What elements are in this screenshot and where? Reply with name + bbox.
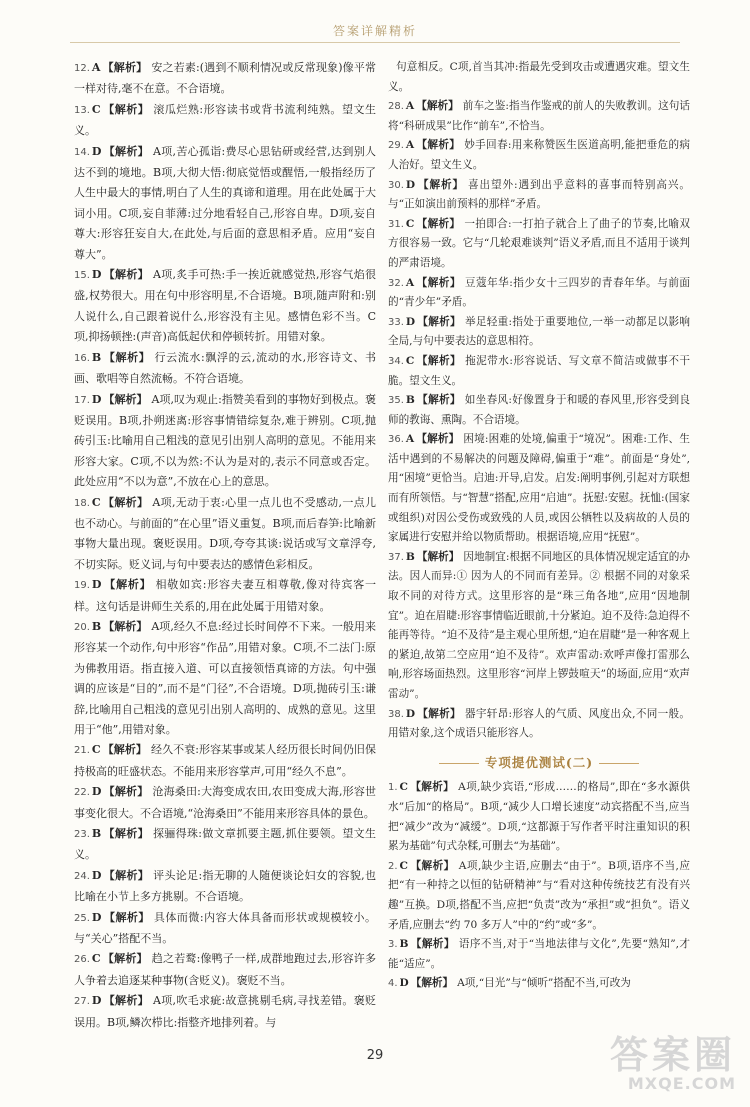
analysis-text: 拖泥带水:形容说话、写文章不简洁或做事不干脆。望文生义。	[388, 354, 690, 387]
answer-letter: D	[91, 910, 102, 924]
question-number: 2.	[388, 860, 398, 872]
answer-letter: A	[91, 61, 101, 74]
analysis-text: 滚瓜烂熟:形容读书或背书流利纯熟。望文生义。	[74, 102, 376, 138]
answer-entry	[388, 313, 690, 352]
analysis-text: 困境:困难的处境,偏重于“境况”。困难:工作、生活中遇到的不易解决的问题及障碍,偏重于“难”。前面是“身处”,用“困境”更恰当。启迪:开导,启发。启发:阐明事例,引起对方联想而有所领悟。与“智慧”搭配,应用“启迪”。抚慰:安慰。抚恤:(国家或组织)对因公受伤或致残的人员,或因公牺牲以及病故的人员的家属进行安慰并给以物质帮助。根据语境,应用“抚慰”。	[388, 433, 690, 544]
analysis-text: A项,苦心孤诣:费尽心思钻研或经营,达到别人达不到的境地。B项,大彻大悟:彻底觉悟或醒悟,一般指经历了人生中最大的事情,明白了人生的真谛和道理。用在此处属于大词小用。C项,妄自菲薄:过分地看轻自己,形容自卑。D项,妄自尊大:形容狂妄自大,在此处,与后面的意思相矛盾。应用“妄自尊大”。	[74, 144, 376, 261]
analysis-tag: 【解析】	[416, 550, 460, 563]
analysis-tag: 【解析】	[409, 781, 455, 794]
answer-letter: A	[405, 433, 415, 446]
answer-entry	[74, 824, 376, 866]
header-rule	[70, 42, 680, 43]
analysis-text: 器宇轩昂:形容人的气质、风度出众,不同一般。用错对象,这个成语只能形容人。	[388, 707, 690, 740]
analysis-text: A项,叹为观止:指赞美看到的事物好到极点。褒贬误用。B项,扑朔迷离:形容事情错综复杂,难于辨别。C项,抛砖引玉:比喻用自己粗浅的意见引出别人高明的意见。不能用来形容大家。C项,不以为然:不认为是对的,表示不同意或否定。此处应用“不以为意”,不放在心上的意思。	[74, 392, 376, 489]
answer-entry	[388, 136, 690, 175]
answer-entry	[388, 857, 690, 935]
analysis-tag: 【解析】	[103, 619, 148, 633]
answer-entry	[74, 58, 376, 100]
question-number: 30.	[388, 179, 404, 191]
question-number: 33.	[388, 316, 404, 328]
answer-entry	[388, 705, 690, 744]
answer-entry	[74, 100, 376, 142]
answer-letter: A	[405, 276, 415, 289]
analysis-tag: 【解析】	[416, 139, 461, 152]
question-number: 17.	[74, 394, 90, 406]
analysis-tag: 【解析】	[103, 785, 149, 799]
answer-entry	[74, 493, 376, 576]
analysis-text: 一拍即合:一打拍子就合上了曲子的节奏,比喻双方很容易一致。它与“几轮艰难谈判”语义矛盾,而且不适用于谈判的严肃语境。	[388, 217, 691, 269]
question-number: 20.	[74, 621, 90, 633]
section-title	[388, 753, 690, 773]
answer-letter: C	[91, 743, 101, 757]
answer-letter: D	[405, 707, 416, 720]
answer-letter: C	[405, 354, 415, 367]
analysis-text: 安之若素:(遇到不顺利情况或反常现象)像平常一样对待,毫不在意。不合语境。	[74, 61, 377, 96]
analysis-tag: 【解析】	[416, 433, 460, 446]
question-number: 27.	[74, 996, 90, 1008]
answer-entry	[74, 617, 376, 740]
analysis-text: 喜出望外:遇到出乎意料的喜事而特别高兴。与“正如演出前预料的那样”矛盾。	[388, 178, 690, 211]
answer-entry	[388, 274, 690, 313]
question-number: 35.	[388, 395, 404, 407]
analysis-text: 妙手回春:用来称赞医生医道高明,能把垂危的病人治好。望文生义。	[388, 139, 691, 171]
answer-letter: D	[91, 144, 102, 158]
analysis-tag: 【解析】	[416, 276, 461, 289]
answer-letter: C	[399, 781, 408, 794]
analysis-tag: 【解析】	[416, 217, 461, 230]
left-column	[74, 58, 376, 1033]
analysis-tag: 【解析】	[103, 994, 149, 1008]
analysis-tag: 【解析】	[103, 910, 150, 924]
page-number: 29	[366, 1048, 384, 1063]
answer-entry	[388, 935, 690, 974]
analysis-text: 句意相反。C项,首当其冲:指最先受到攻击或遭遇灾难。望文生义。	[388, 61, 690, 93]
answer-entry	[74, 949, 376, 991]
question-number: 34.	[388, 355, 404, 367]
analysis-text: 评头论足:指无聊的人随便谈论妇女的容貌,也比喻在小节上多方挑剔。不合语境。	[74, 868, 377, 904]
answer-letter: B	[91, 827, 102, 841]
analysis-tag: 【解析】	[103, 350, 151, 364]
answer-letter: D	[91, 868, 102, 882]
analysis-tag: 【解析】	[416, 354, 462, 367]
analysis-tag: 【解析】	[103, 868, 150, 882]
analysis-tag: 【解析】	[102, 743, 147, 757]
answer-letter: D	[91, 994, 102, 1008]
answer-entry	[388, 58, 690, 97]
analysis-tag: 【解析】	[409, 859, 455, 872]
analysis-text: 具体而微:内容大体具备而形状或规模较小。与“关心”搭配不当。	[74, 910, 376, 946]
watermark-logo	[609, 1033, 736, 1093]
analysis-text: A项,“目光”与“倾听”搭配不当,可改为	[457, 977, 631, 990]
answer-entry	[388, 215, 690, 274]
analysis-tag: 【解析】	[102, 61, 148, 74]
analysis-text: 因地制宜:根据不同地区的具体情况规定适宜的办法。因人而异:① 因为人的不同而有差异。② 根据不同的对象采取不同的对待方式。这里形容的是“珠三角各地”,应用“因地制宜”。迫在眉睫:形容事情临近眼前,十分紧迫。迫不及待:急迫得不能再等待。“迫不及待”是主观心里所想,“迫在眉睫”是一种客观上的紧迫,故第二空应用“迫不及待”。欢声雷动:欢呼声像打雷那么响,形容场面热烈。这里形容“河岸上锣鼓喧天”的场面,应用“欢声雷动”。	[388, 550, 690, 700]
answer-entry	[74, 575, 376, 617]
question-number: 24.	[74, 870, 90, 882]
question-number: 4.	[388, 978, 398, 990]
answer-entry	[74, 782, 376, 824]
analysis-tag: 【解析】	[102, 952, 148, 966]
question-number: 29.	[388, 140, 404, 152]
answer-letter: A	[405, 100, 415, 113]
question-number: 1.	[388, 782, 398, 794]
answer-entry	[388, 778, 690, 856]
analysis-tag: 【解析】	[416, 100, 459, 113]
answer-letter: D	[405, 178, 416, 191]
analysis-tag: 【解析】	[102, 495, 149, 509]
answer-letter: D	[399, 977, 409, 990]
analysis-text: 举足轻重:指处于重要地位,一举一动都足以影响全局,与句中要表达的意思相符。	[388, 315, 690, 348]
question-number: 21.	[74, 745, 90, 757]
answer-entry	[74, 348, 376, 390]
question-number: 31.	[388, 218, 404, 230]
analysis-tag: 【解析】	[103, 392, 148, 406]
analysis-text: 行云流水:飘浮的云,流动的水,形容诗文、书画、歌唱等自然流畅。不符合语境。	[74, 350, 376, 386]
answer-entry	[74, 740, 376, 782]
analysis-text: A项,吹毛求疵:故意挑剔毛病,寻找差错。褒贬误用。B项,鳞次栉比:指整齐地排列着。与	[74, 994, 376, 1029]
question-number: 32.	[388, 277, 404, 289]
question-number: 15.	[74, 270, 90, 282]
answer-entry	[74, 866, 376, 908]
analysis-tag: 【解析】	[103, 578, 152, 592]
answer-letter: C	[399, 859, 408, 872]
answer-letter: B	[399, 938, 409, 951]
analysis-text: 沧海桑田:大海变成农田,农田变成大海,形容世事变化很大。不合语境,“沧海桑田”不能用来形容具体的景色。	[74, 785, 377, 820]
answer-entry	[74, 265, 376, 348]
analysis-tag: 【解析】	[103, 827, 149, 841]
analysis-text: 豆蔻年华:指少女十三四岁的青春年华。与前面的“青少年”矛盾。	[388, 276, 690, 309]
answer-letter: D	[91, 785, 102, 799]
analysis-text: 经久不衰:形容某事或某人经历很长时间仍旧保持极高的旺盛状态。不能用来形容掌声,可用“经久不息”。	[74, 743, 376, 778]
question-number: 14.	[74, 146, 90, 158]
answer-letter: D	[405, 315, 416, 328]
answer-entry	[74, 908, 376, 950]
analysis-tag: 【解析】	[417, 707, 461, 720]
right-column	[388, 58, 690, 994]
answer-letter: D	[91, 268, 102, 282]
analysis-text: 相敬如宾:形容夫妻互相尊敬,像对待宾客一样。这句话是讲师生关系的,用在此处属于用错对象。	[74, 578, 376, 613]
question-number: 18.	[74, 497, 90, 509]
answer-letter: A	[405, 139, 415, 152]
title-rule-right	[599, 763, 639, 764]
answer-entry	[74, 390, 376, 493]
answer-letter: D	[91, 578, 102, 592]
question-number: 19.	[74, 580, 90, 592]
analysis-tag: 【解析】	[416, 394, 461, 407]
analysis-tag: 【解析】	[102, 102, 150, 116]
section-title-text: 专项提优测试(二)	[484, 754, 594, 770]
question-number: 12.	[74, 63, 90, 74]
analysis-tag: 【解析】	[103, 144, 149, 158]
question-number: 37.	[388, 551, 404, 563]
title-rule-left	[439, 763, 479, 764]
analysis-text: 趋之若鹜:像鸭子一样,成群地跑过去,形容许多人争着去追逐某种事物(含贬义)。褒贬不当。	[74, 952, 377, 987]
analysis-tag: 【解析】	[103, 268, 149, 282]
question-number: 23.	[74, 829, 90, 841]
running-header: 答案详解精析	[332, 24, 417, 38]
answer-letter: D	[91, 392, 102, 406]
answer-entry	[388, 352, 690, 391]
question-number: 22.	[74, 787, 90, 799]
analysis-tag: 【解析】	[410, 938, 455, 951]
answer-entry	[74, 991, 376, 1033]
analysis-text: A项,缺少主语,应删去“由于”。B项,语序不当,应把“有一种持之以恒的钻研精神”与“看对这种传统技艺有没有兴趣”互换。D项,搭配不当,应把“负责”改为“承担”或“担负”。语义矛盾,应删去“约 70 多万人”中的“约”或“多”。	[388, 859, 690, 931]
analysis-tag: 【解析】	[417, 178, 464, 191]
answer-entry	[388, 176, 690, 215]
analysis-text: 探骊得珠:做文章抓要主题,抓住要领。望文生义。	[74, 827, 377, 862]
answer-entry	[388, 391, 690, 430]
watermark-url: MXQE.COM	[627, 1074, 736, 1093]
question-number: 36.	[388, 434, 404, 446]
answer-letter: B	[405, 394, 415, 407]
analysis-text: 前车之鉴:指当作鉴戒的前人的失败教训。这句话将“科研成果”比作“前车”,不恰当。	[388, 100, 690, 132]
question-number: 28.	[388, 101, 404, 113]
answer-entry	[74, 142, 376, 265]
watermark-text: 答案圈	[609, 1033, 736, 1077]
question-number: 13.	[74, 104, 90, 116]
analysis-text: A项,经久不息:经过长时间停不下来。一般用来形容某一个动作,句中形容“作品”,用错对象。C项,不二法门:原为佛教用语。指直接入道、可以直接领悟真谛的方法。句中强调的应该是“目的”,而不是“门径”,不合语境。D项,抛砖引玉:谦辞,比喻用自己粗浅的意见引出别人高明的、成熟的意见。这里用于“他”,用错对象。	[74, 619, 376, 736]
analysis-text: A项,无动于衷:心里一点儿也不受感动,一点儿也不动心。与前面的“在心里”语义重复。B项,而后春笋:比喻新事物大量出现。褒贬误用。D项,夸夸其谈:说话或写文章浮夸,不切实际。贬义词,与句中要表达的感情色彩相反。	[74, 495, 376, 571]
analysis-tag: 【解析】	[417, 315, 461, 328]
answer-letter: B	[91, 619, 102, 633]
question-number: 25.	[74, 912, 90, 924]
question-number: 38.	[388, 708, 404, 720]
question-number: 3.	[388, 939, 398, 951]
answer-letter: B	[91, 350, 102, 364]
answer-letter: C	[405, 217, 415, 230]
answer-entry	[388, 974, 690, 994]
question-number: 26.	[74, 954, 90, 966]
analysis-text: 语序不当,对于“当地法律与文化”,先要“熟知”,才能“适应”。	[388, 938, 691, 970]
analysis-text: 如坐春风:好像置身于和暖的春风里,形容受到良师的教诲、熏陶。不合语境。	[388, 394, 691, 426]
answer-entry	[388, 548, 690, 705]
answer-letter: C	[91, 102, 101, 116]
answer-entry	[388, 97, 690, 136]
question-number: 16.	[74, 352, 90, 364]
answer-entry	[388, 430, 690, 548]
answer-letter: B	[405, 550, 415, 563]
analysis-text: A项,炙手可热:手一挨近就感觉热,形容气焰很盛,权势很大。用在句中形容明星,不合语境。B项,随声附和:别人说什么,自己跟着说什么,形容没有主见。感情色彩不当。C项,抑扬顿挫:(声音)高低起伏和停顿转折。用错对象。	[74, 268, 376, 344]
answer-letter: C	[91, 952, 101, 966]
answer-letter: C	[91, 495, 101, 509]
analysis-text: A项,缺少宾语,“形成……的格局”,即在“多水源供水”后加“的格局”。B项,“减少人口增长速度”动宾搭配不当,应当把“减少”改为“减缓”。D项,“这都源于写作者平时注重知识的积累为基础”句式杂糅,可删去“为基础”。	[388, 781, 691, 853]
analysis-tag: 【解析】	[410, 977, 454, 990]
